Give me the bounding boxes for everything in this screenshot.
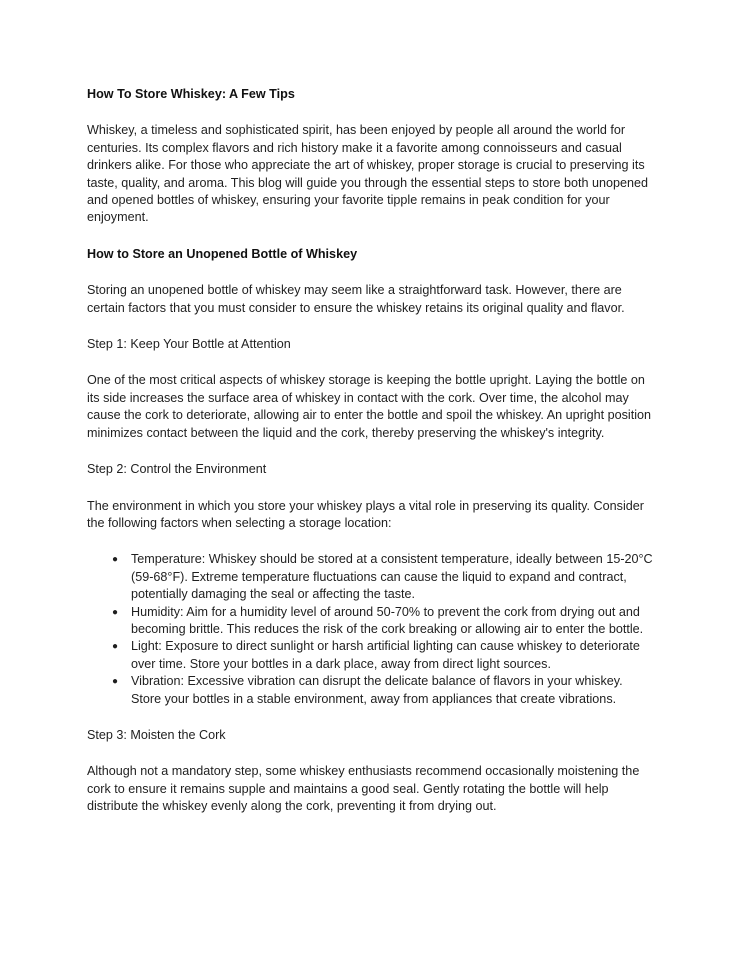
section-heading: How to Store an Unopened Bottle of Whiskey [87,246,358,261]
bullet-icon: ● [111,606,119,618]
document-title: How To Store Whiskey: A Few Tips [87,87,295,101]
bullet-icon: ● [111,641,119,653]
factor-vibration: Vibration: Excessive vibration can disrupt the delicate balance of flavors in your whiskey. Store your bottles in a stable environment, away from appliances that create vibrations. [131,674,623,706]
list-item [111,638,653,673]
factor-temperature: Temperature: Whiskey should be stored at a consistent temperature, ideally between 15-20°C (59-68°F). Extreme temperature fluctuations can cause the liquid to expand and contract, potentially damaging the seal or affecting the taste. [131,552,653,602]
factor-light: Light: Exposure to direct sunlight or harsh artificial lighting can cause whiskey to deteriorate over time. Store your bottles in a dark place, away from direct light sources. [131,639,640,671]
document-body [87,86,653,816]
list-item [111,551,653,603]
step1-paragraph: One of the most critical aspects of whiskey storage is keeping the bottle upright. Laying the bottle on its side increases the surface area of whiskey in contact with the cork. Over time, the alcohol may cause the cork to deteriorate, allowing air to enter the bottle and spoil the whiskey. An upright position minimizes contact between the liquid and the cork, thereby preserving the whiskey's integrity. [87,373,652,440]
list-item [111,673,653,708]
step3-paragraph: Although not a mandatory step, some whiskey enthusiasts recommend occasionally moistening the cork to ensure it remains supple and maintains a good seal. Gently rotating the bottle will help distribute the whiskey evenly along the cork, preventing it from drying out. [87,764,640,814]
step2-heading: Step 2: Control the Environment [87,462,267,477]
step1-heading: Step 1: Keep Your Bottle at Attention [87,337,291,352]
bullet-icon: ● [111,554,119,566]
intro-paragraph: Whiskey, a timeless and sophisticated spirit, has been enjoyed by people all around the world for centuries. Its complex flavors and rich history make it a favorite among connoisseurs and casual drinkers alike. For those who appreciate the art of whiskey, proper storage is crucial to preserving its taste, quality, and aroma. This blog will guide you through the essential steps to store both unopened and opened bottles of whiskey, ensuring your favorite tipple remains in peak condition for your enjoyment. [87,123,649,225]
storage-factors-list [87,551,653,708]
step3-heading: Step 3: Moisten the Cork [87,727,226,742]
section-intro-paragraph: Storing an unopened bottle of whiskey may seem like a straightforward task. However, there are certain factors that you must consider to ensure the whiskey retains its original quality and flavor. [87,283,625,315]
step2-paragraph: The environment in which you store your whiskey plays a vital role in preserving its quality. Consider the following factors when selecting a storage location: [87,498,644,530]
factor-humidity: Humidity: Aim for a humidity level of around 50-70% to prevent the cork from drying out and becoming brittle. This reduces the risk of the cork breaking or allowing air to enter the bottle. [131,604,644,636]
list-item [111,604,653,639]
bullet-icon: ● [111,676,119,688]
